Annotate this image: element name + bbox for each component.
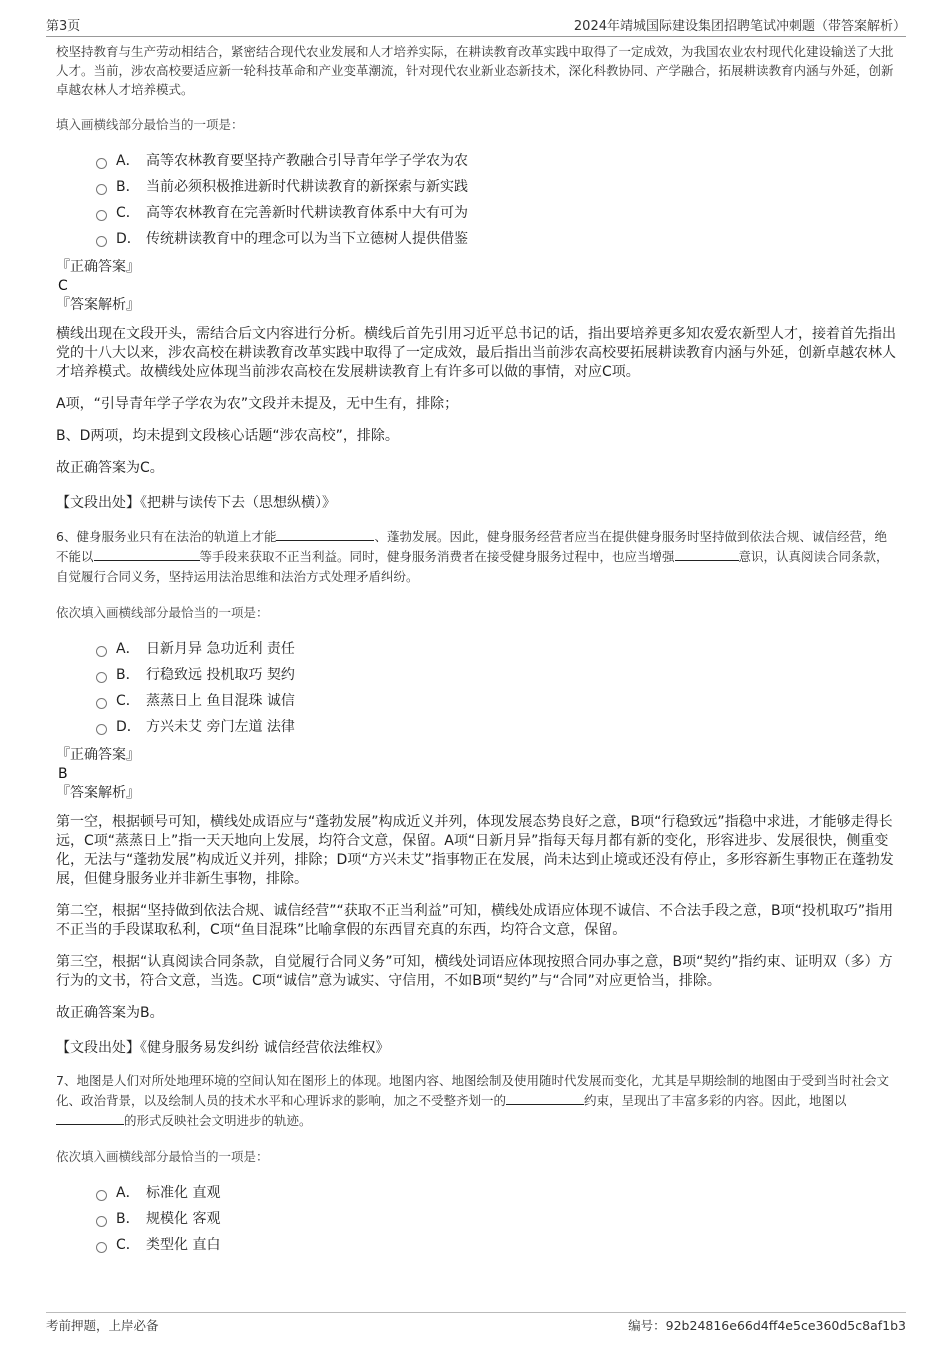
q6-answer: B — [58, 766, 68, 782]
q5-answer: C — [58, 278, 68, 294]
q5-prompt: 填入画横线部分最恰当的一项是： — [56, 117, 244, 132]
radio-icon[interactable] — [96, 724, 107, 735]
q5-answer-label: 『正确答案』 — [56, 259, 140, 275]
option-letter: D． — [116, 231, 141, 247]
option-text: 类型化 直白 — [146, 1237, 221, 1253]
q7-prompt: 依次填入画横线部分最恰当的一项是： — [56, 1149, 269, 1164]
option-letter: B． — [116, 667, 140, 683]
option-letter: A． — [116, 1185, 140, 1201]
option-text: 高等农林教育要坚持产教融合引导青年学子学农为农 — [146, 153, 468, 169]
radio-icon[interactable] — [96, 158, 107, 169]
radio-icon[interactable] — [96, 1190, 107, 1201]
q6-analysis-3: 第三空，根据“认真阅读合同条款，自觉履行合同义务”可知，横线处词语应体现按照合同办事之意，B项“契约”指约束、证明双（多）方行为的文书，符合文意，当选。C项“诚信”意为诚实、守信用，不如B项“契约”与“合同”对应更恰当，排除。 — [56, 954, 893, 989]
q6-analysis-2: 第二空，根据“坚持做到依法合规、诚信经营”“获取不正当利益”可知，横线处成语应体现不诚信、不合法手段之意，B项“投机取巧”指用不正当的手段谋取私利，C项“鱼目混珠”比喻拿假的东西冒充真的东西，均符合文意，保留。 — [56, 903, 894, 938]
option-letter: C． — [116, 205, 140, 221]
option-letter: C． — [116, 693, 140, 709]
q6-option-a[interactable] — [96, 635, 896, 661]
document-id: 编号：92b24816e66d4ff4e5ce360d5c8af1b3 — [628, 1318, 906, 1333]
document-title: 2024年靖城国际建设集团招聘笔试冲刺题（带答案解析） — [573, 19, 906, 34]
q5-analysis-2: A项，“引导青年学子学农为农”文段并未提及，无中生有，排除； — [56, 396, 459, 412]
q5-options — [56, 147, 896, 251]
q5-option-a[interactable] — [96, 147, 896, 173]
q5-passage: 校坚持教育与生产劳动相结合，紧密结合现代农业发展和人才培养实际，在耕读教育改革实践中取得了一定成效，为我国农业农村现代化建设输送了大批人才。当前，涉农高校要适应新一轮科技革命和产业变革潮流，针对现代农业新业态新技术，深化科教协同、产学融合，拓展耕读教育内涵与外延，创新卓越农林人才培养模式。 — [56, 44, 894, 97]
option-text: 标准化 直观 — [146, 1185, 221, 1201]
option-letter: B． — [116, 179, 140, 195]
blank-line — [276, 528, 374, 541]
option-text: 蒸蒸日上 鱼目混珠 诚信 — [146, 693, 295, 709]
q6-analysis-1: 第一空，根据顿号可知，横线处成语应与“蓬勃发展”构成近义并列，体现发展态势良好之意，B项“行稳致远”指稳中求进，才能够走得长远，C项“蒸蒸日上”指一天天地向上发展，均符合文意，保留。A项“日新月异”指每天每月都有新的变化，形容进步、发展很快，侧重变化，无法与“蓬勃发展”构成近义并列，排除；D项“方兴未艾”指事物正在发展，尚未达到止境或还没有停止，多形容新生事物正在蓬勃发展，但健身服务业并非新生事物，排除。 — [56, 814, 894, 887]
q5-option-b[interactable] — [96, 173, 896, 199]
q6-option-b[interactable] — [96, 661, 896, 687]
q6-option-d[interactable] — [96, 713, 896, 739]
q6-prompt: 依次填入画横线部分最恰当的一项是： — [56, 605, 269, 620]
blank-line — [506, 1092, 584, 1105]
q5-analysis-1: 横线出现在文段开头，需结合后文内容进行分析。横线后首先引用习近平总书记的话，指出要培养更多知农爱农新型人才，接着首先指出党的十八大以来，涉农高校在耕读教育改革实践中取得了一定成效，最后指出当前涉农高校要拓展耕读教育内涵与外延，创新卓越农林人才培养模式。故横线处应体现当前涉农高校在发展耕读教育上有许多可以做的事情，对应C项。 — [56, 326, 896, 380]
page-header — [46, 14, 906, 37]
radio-icon[interactable] — [96, 698, 107, 709]
option-letter: B． — [116, 1211, 140, 1227]
q7-option-a[interactable] — [96, 1179, 896, 1205]
radio-icon[interactable] — [96, 646, 107, 657]
q7-option-c[interactable] — [96, 1231, 896, 1257]
option-text: 行稳致远 投机取巧 契约 — [146, 667, 295, 683]
q5-analysis-label: 『答案解析』 — [56, 297, 140, 313]
option-text: 传统耕读教育中的理念可以为当下立德树人提供借鉴 — [146, 231, 468, 247]
option-text: 当前必须积极推进新时代耕读教育的新探索与新实践 — [146, 179, 468, 195]
option-letter: C． — [116, 1237, 140, 1253]
blank-line — [56, 1112, 124, 1125]
q7-stem: 7、地图是人们对所处地理环境的空间认知在图形上的体现。地图内容、地图绘制及使用随时代发展而变化，尤其是早期绘制的地图由于受到当时社会文化、政治背景，以及绘制人员的技术水平和心理诉求的影响，加之不受整齐划一的 约束，呈现出了丰富多彩的内容。因此，地图以的形式反映社会文明进步的轨迹。 — [56, 1073, 889, 1128]
option-text: 规模化 客观 — [146, 1211, 221, 1227]
q6-stem: 6、健身服务业只有在法治的轨道上才能 、蓬勃发展。因此，健身服务经营者应当在提供健身服务时坚持做到依法合规、诚信经营，绝不能以 等手段来获取不正当利益。同时，健身服务消费者在接受健身服务过程中，也应当增强 意识，认真阅读合同条款，自觉履行合同义务，坚持运用法治思维和法治方式处理矛盾纠纷。 — [56, 529, 889, 584]
q5-option-c[interactable] — [96, 199, 896, 225]
q6-analysis-label: 『答案解析』 — [56, 785, 140, 801]
q7-options — [56, 1179, 896, 1257]
radio-icon[interactable] — [96, 210, 107, 221]
q5-option-d[interactable] — [96, 225, 896, 251]
radio-icon[interactable] — [96, 1242, 107, 1253]
q7-option-b[interactable] — [96, 1205, 896, 1231]
page-number: 第3页 — [46, 19, 81, 34]
footer-slogan: 考前押题，上岸必备 — [46, 1318, 159, 1333]
blank-line — [675, 548, 739, 561]
option-letter: D． — [116, 719, 141, 735]
q5-analysis-4: 故正确答案为C。 — [56, 460, 164, 476]
q6-analysis-4: 故正确答案为B。 — [56, 1005, 164, 1021]
option-text: 日新月异 急功近利 责任 — [146, 641, 295, 657]
radio-icon[interactable] — [96, 1216, 107, 1227]
q6-options — [56, 635, 896, 739]
q6-source: 【文段出处】《健身服务易发纠纷 诚信经营依法维权》 — [56, 1040, 390, 1056]
option-text: 高等农林教育在完善新时代耕读教育体系中大有可为 — [146, 205, 468, 221]
page-footer — [46, 1312, 906, 1333]
radio-icon[interactable] — [96, 184, 107, 195]
option-letter: A． — [116, 153, 140, 169]
option-text: 方兴未艾 旁门左道 法律 — [146, 719, 295, 735]
option-letter: A． — [116, 641, 140, 657]
q5-analysis-3: B、D两项，均未提到文段核心话题“涉农高校”，排除。 — [56, 428, 399, 444]
q6-option-c[interactable] — [96, 687, 896, 713]
page-content — [56, 42, 896, 1257]
q5-source: 【文段出处】《把耕与读传下去（思想纵横）》 — [56, 495, 336, 511]
blank-line — [94, 548, 200, 561]
radio-icon[interactable] — [96, 672, 107, 683]
q6-answer-label: 『正确答案』 — [56, 747, 140, 763]
radio-icon[interactable] — [96, 236, 107, 247]
